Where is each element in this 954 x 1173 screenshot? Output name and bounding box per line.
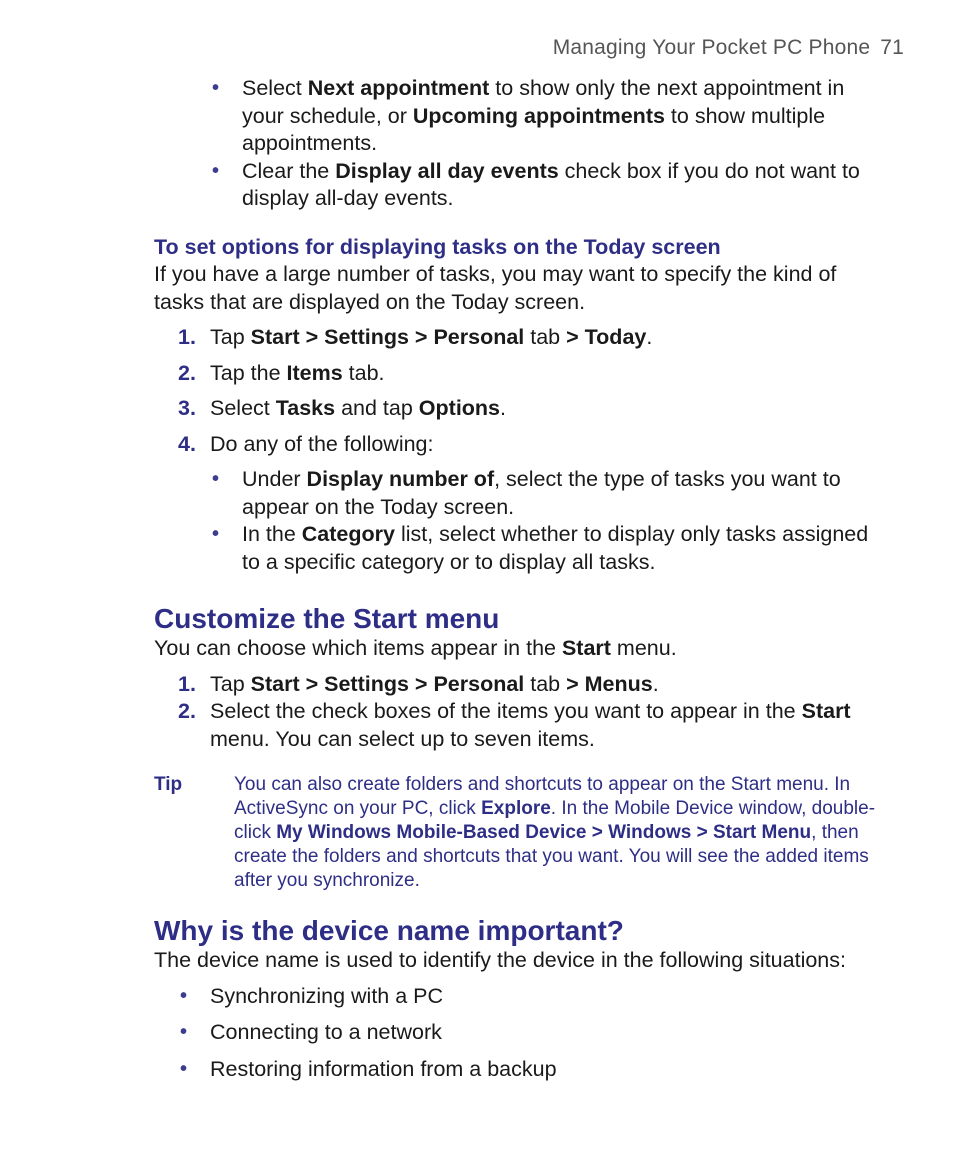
customize-start-menu-heading: Customize the Start menu — [154, 603, 500, 634]
tasks-options-heading: To set options for displaying tasks on the Today screen — [154, 234, 721, 259]
page-content — [154, 75, 884, 1092]
list-item: • In the Category list, select whether to display only tasks assigned to a specific category or to display all tasks. — [212, 522, 869, 574]
list-item: • Select Next appointment to show only the next appointment in your schedule, or Upcoming appointments to show multiple appointments. — [212, 76, 845, 155]
bullet-icon: • — [212, 77, 220, 99]
device-name-situations-list — [180, 983, 884, 1084]
bullet-icon: • — [180, 1021, 188, 1043]
tasks-sub-options-list — [212, 466, 884, 576]
tasks-options-intro: If you have a large number of tasks, you may want to specify the kind of tasks that are displayed on the Today screen. — [154, 262, 837, 314]
tip-box — [154, 773, 884, 893]
step-item: 1. Tap Start > Settings > Personal tab > Menus. — [178, 671, 659, 696]
page-header — [553, 36, 904, 60]
bullet-icon: • — [180, 1057, 188, 1080]
start-menu-intro: You can choose which items appear in the Start menu. — [154, 636, 677, 660]
tip-label: Tip — [154, 774, 183, 795]
bullet-icon: • — [180, 984, 188, 1007]
appointment-options-list — [212, 75, 884, 213]
step-item: 2. Tap the Items tab. — [178, 360, 385, 385]
list-item: • Connecting to a network — [210, 1019, 884, 1047]
list-item: • Clear the Display all day events check box if you do not want to display all-day events. — [212, 158, 860, 210]
list-item: • Synchronizing with a PC — [210, 983, 884, 1011]
device-name-heading: Why is the device name important? — [154, 915, 624, 946]
list-item: • Restoring information from a backup — [210, 1056, 884, 1084]
bullet-icon: • — [212, 523, 220, 545]
step-item: 1. Tap Start > Settings > Personal tab > Today. — [178, 325, 653, 349]
bullet-icon: • — [212, 159, 220, 182]
bullet-icon: • — [212, 468, 220, 490]
step-item: 2. Select the check boxes of the items you want to appear in the Start menu. You can select up to seven items. — [178, 699, 851, 751]
start-menu-steps-list — [178, 671, 884, 754]
step-item: 4. Do any of the following: — [178, 431, 434, 456]
page-number: 71 — [880, 36, 904, 59]
device-name-intro: The device name is used to identify the device in the following situations: — [154, 948, 846, 972]
step-item: 3. Select Tasks and tap Options. — [178, 396, 506, 420]
tip-text: You can also create folders and shortcuts to appear on the Start menu. In ActiveSync on your PC, click Explore. In the Mobile Device window, double-click My Windows Mobile-Based Device > Windows > Start Menu, then create the folders and shortcuts that you want. You will see the added items after you synchronize. — [234, 774, 876, 891]
tasks-steps-list — [178, 324, 884, 458]
list-item: • Under Display number of, select the type of tasks you want to appear on the Today screen. — [212, 467, 841, 519]
page-header-title: Managing Your Pocket PC Phone — [552, 36, 871, 59]
